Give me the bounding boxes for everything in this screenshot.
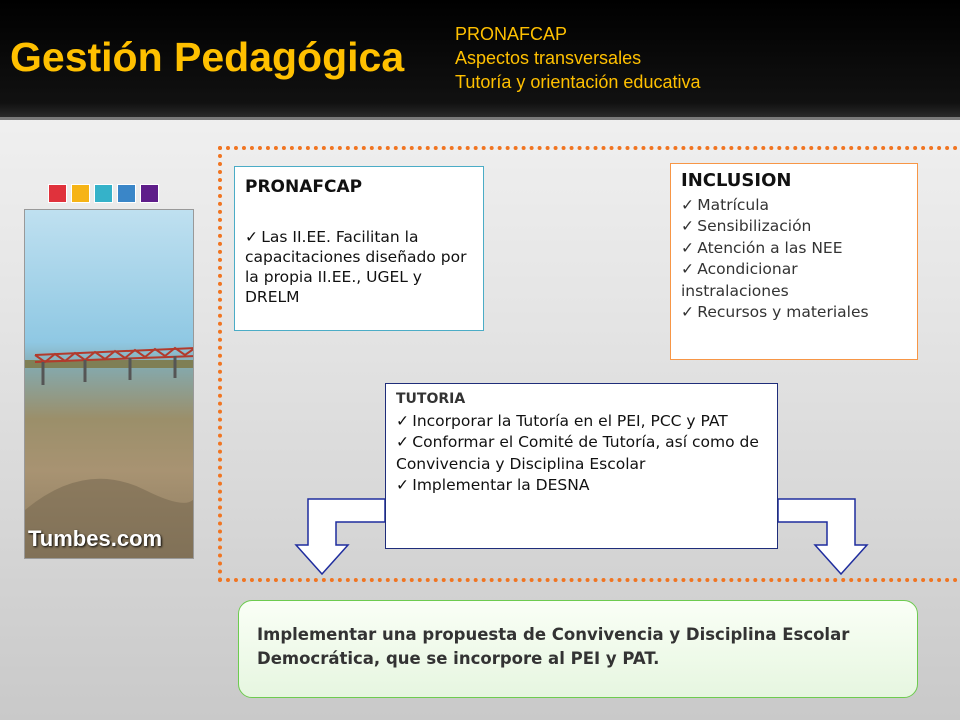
check-icon: ✓ <box>681 195 694 214</box>
tutoria-item <box>396 432 767 475</box>
tutoria-heading: TUTORIA <box>396 391 466 407</box>
tutoria-box <box>385 383 778 549</box>
check-icon: ✓ <box>681 238 694 257</box>
inclusion-item-text: Sensibilización <box>697 217 812 235</box>
check-icon: ✓ <box>396 433 409 451</box>
check-icon: ✓ <box>396 411 409 430</box>
conclusion-text: Implementar una propuesta de Convivencia y Disciplina Escolar Democrática, que se incorpore al PEI y PAT. <box>257 625 850 668</box>
subtitle-line: Tutoría y orientación educativa <box>455 72 701 92</box>
slide-title: Gestión Pedagógica <box>10 34 405 80</box>
check-icon: ✓ <box>396 476 409 494</box>
subtitle-line: PRONAFCAP <box>455 24 568 44</box>
tutoria-item-text: Implementar la DESNA <box>412 476 590 494</box>
tutoria-item <box>396 411 767 433</box>
inclusion-heading: INCLUSION <box>681 170 792 191</box>
tutoria-item <box>396 475 767 497</box>
tutoria-item-text: Conformar el Comité de Tutoría, así como de Convivencia y Disciplina Escolar <box>396 433 759 473</box>
pronafcap-heading: PRONAFCAP <box>245 177 363 197</box>
check-icon: ✓ <box>245 228 258 246</box>
inclusion-item-text: Atención a las NEE <box>697 238 843 257</box>
arrow-left-icon <box>296 499 385 574</box>
arrow-right-icon <box>778 499 867 574</box>
photo-caption: Tumbes.com <box>28 526 163 551</box>
check-icon: ✓ <box>681 303 694 321</box>
inclusion-item-text: Recursos y materiales <box>697 303 869 321</box>
check-icon: ✓ <box>681 260 694 278</box>
inclusion-item-text: Acondicionar instralaciones <box>681 260 798 300</box>
tutoria-item-text: Incorporar la Tutoría en el PEI, PCC y PAT <box>412 411 728 430</box>
check-icon: ✓ <box>681 217 694 235</box>
pronafcap-item-text: Las II.EE. Facilitan la capacitaciones diseñado por la propia II.EE., UGEL y DRELM <box>245 228 467 306</box>
subtitle-line: Aspectos transversales <box>455 48 642 68</box>
inclusion-item-text: Matrícula <box>697 195 770 214</box>
